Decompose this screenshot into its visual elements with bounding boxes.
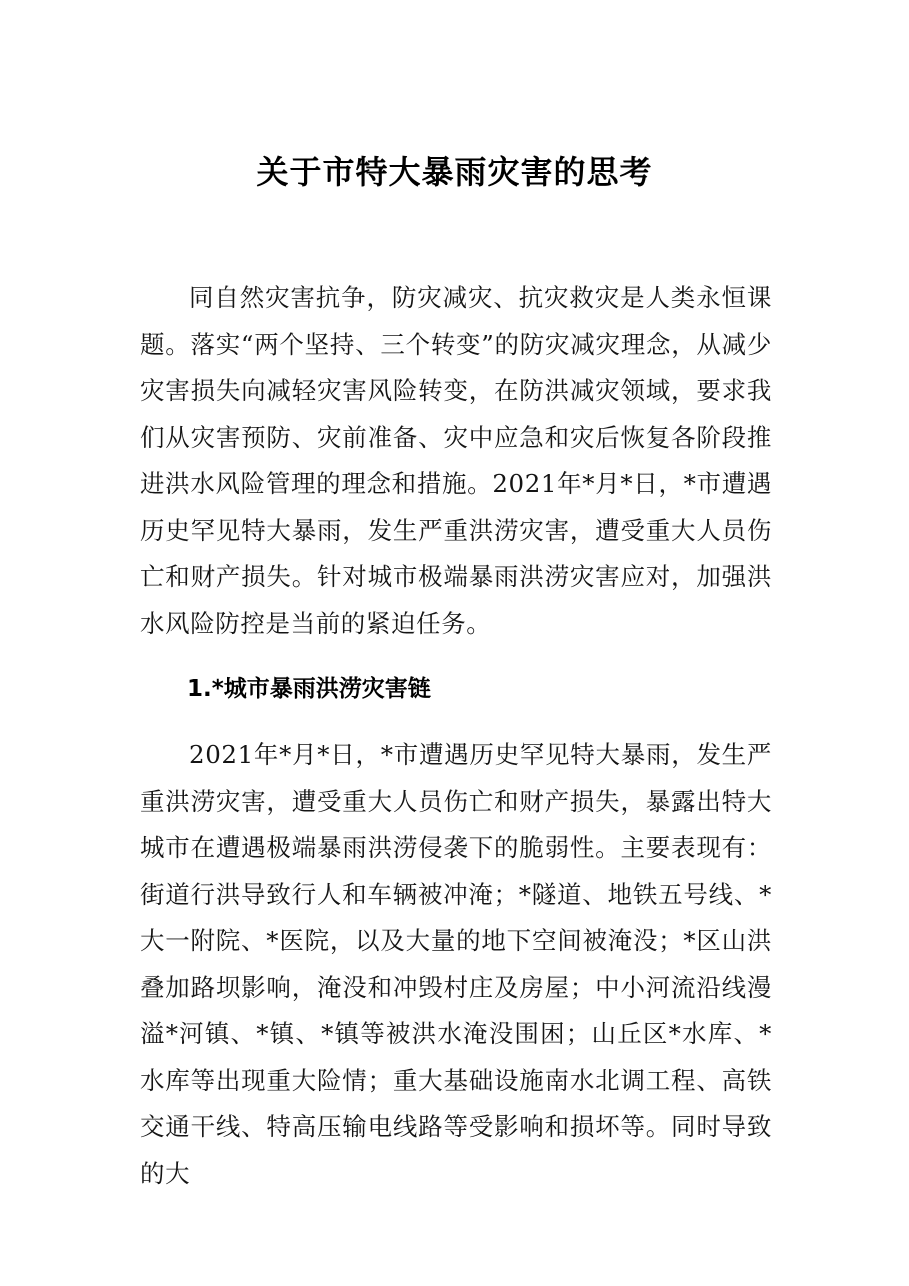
document-title: 关于市特大暴雨灾害的思考 xyxy=(256,153,653,191)
section-paragraph: 2021年*月*日，*市遭遇历史罕见特大暴雨，发生严重洪涝灾害，遭受重大人员伤亡和财产损失，暴露出特大城市在遭遇极端暴雨洪涝侵袭下的脆弱性。主要表现有：街道行洪导致行人和车辆被冲淹；*隧道、地铁五号线、*大一附院、*医院，以及大量的地下空间被淹没；*区山洪叠加路坝影响，淹没和冲毁村庄及房屋；中小河流沿线漫溢*河镇、*镇、*镇等被洪水淹没围困；山丘区*水库、*水库等出现重大险情；重大基础设施南水北调工程、高铁交通干线、特高压输电线路等受影响和损坏等。同时导致的大 xyxy=(140,740,772,1188)
section-heading: 1.*城市暴雨洪涝灾害链 xyxy=(187,676,431,702)
intro-paragraph: 同自然灾害抗争，防灾减灾、抗灾救灾是人类永恒课题。落实“两个坚持、三个转变”的防灾减灾理念，从减少灾害损失向减轻灾害风险转变，在防洪减灾领域，要求我们从灾害预防、灾前准备、灾中应急和灾后恢复各阶段推进洪水风险管理的理念和措施。2021年*月*日，*市遭遇历史罕见特大暴雨，发生严重洪涝灾害，遭受重大人员伤亡和财产损失。针对城市极端暴雨洪涝灾害应对，加强洪水风险防控是当前的紧迫任务。 xyxy=(140,283,772,638)
